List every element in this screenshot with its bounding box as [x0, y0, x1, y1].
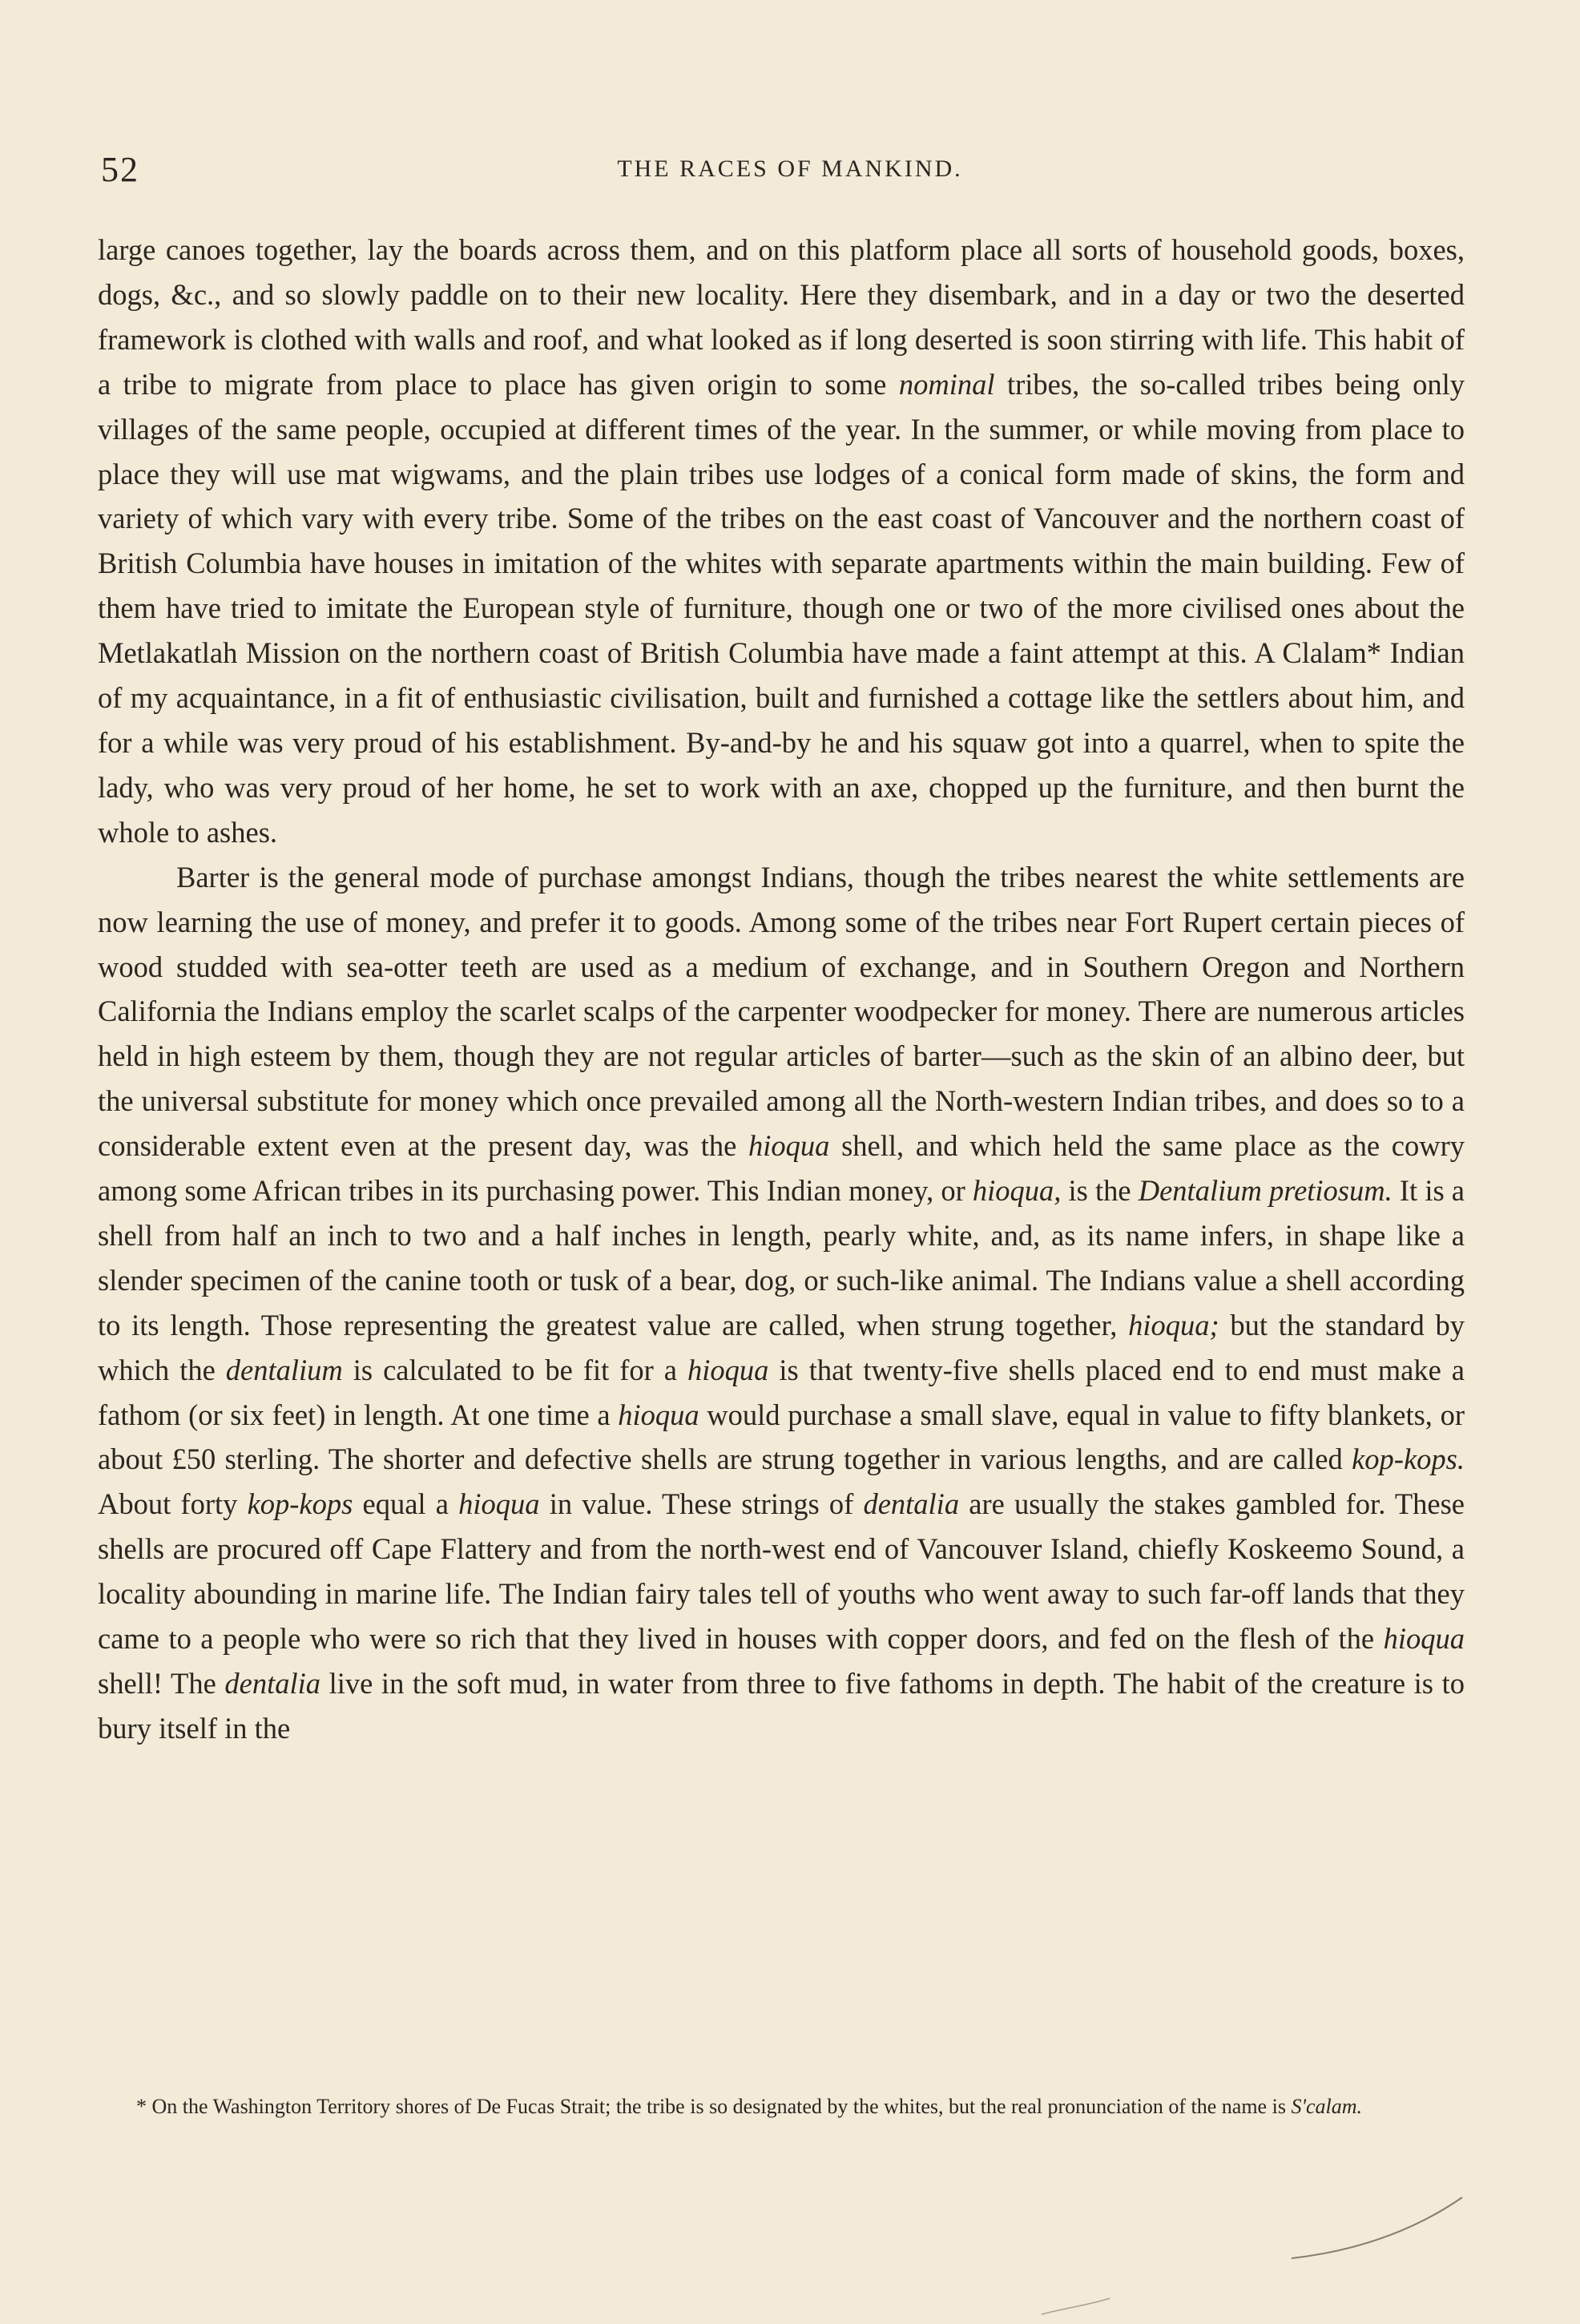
text-run: It is a shell from half an inch to two and a half inches in length, pearly white, and, as its name infers, in shape like a slender specimen of the canine tooth or tusk of a bear, dog, or such-like animal. The Indians value a shell according to its length. Those representing the greatest value are called, when strung together,: [98, 1174, 1465, 1342]
text-run: * On the Washington Territory shores of De Fucas Strait; the tribe is so designated by the whites, but the real pronunciation of the name is: [136, 2095, 1292, 2118]
text-run: Barter is the general mode of purchase amongst Indians, though the tribes nearest the white settlements are now learning the use of money, and prefer it to goods. Among some of the tribes near Fort Rupert certain pieces of wood studded with sea-otter teeth are used as a medium of exchange, and in Southern Oregon and Northern California the Indians employ the scarlet scalps of the carpenter woodpecker for money. There are numerous articles held in high esteem by them, though they are not regular articles of barter—such as the skin of an albino deer, but the universal substitute for money which once prevailed among all the North-western Indian tribes, and does so to a considerable extent even at the present day, was the: [98, 860, 1465, 1163]
running-title: THE RACES OF MANKIND.: [617, 155, 963, 182]
pencil-mark: [1042, 2298, 1110, 2314]
text-run: is that twenty-five shells placed end to end must make a fathom (or six feet) in length. At one time a: [98, 1353, 1465, 1431]
page-number: 52: [101, 150, 139, 189]
text-run: shell, and which held the same place as the cowry among some African tribes in its purchasing power. This Indian money, or: [98, 1129, 1465, 1208]
text-run: live in the soft mud, in water from three to five fathoms in depth. The habit of the creature is to bury itself in the: [98, 1667, 1465, 1745]
text-run: About forty: [98, 1487, 248, 1521]
italic-text: hioqua: [748, 1129, 830, 1163]
text-run: large canoes together, lay the boards across them, and on this platform place all sorts of household goods, boxes, dogs, &c., and so slowly paddle on to their new locality. Here they disembark, and in a day or two the deserted framework is clothed with walls and roof, and what looked as if long deserted is soon stirring with life. This habit of a tribe to migrate from place to place has given origin to some: [98, 233, 1465, 401]
italic-text: hioqua: [1383, 1622, 1465, 1656]
text-run: are usually the stakes gambled for. These shells are procured off Cape Flattery and from the north-west end of Vancouver Island, chiefly Koskeemo Sound, a locality abounding in marine life. The Indian fairy tales tell of youths who went away to such far-off lands that they came to a people who were so rich that they lived in houses with copper doors, and fed on the flesh of the: [98, 1487, 1465, 1656]
text-run: tribes, the so-called tribes being only villages of the same people, occupied at different times of the year. In the summer, or while moving from place to place they will use mat wigwams, and the plain tribes use lodges of a conical form made of skins, the form and variety of which vary with every tribe. Some of the tribes on the east coast of Vancouver and the northern coast of British Columbia have houses in imitation of the whites with separate apartments within the main building. Few of them have tried to imitate the European style of furniture, though one or two of the more civilised ones about the Metlakatlah Mission on the northern coast of British Columbia have made a faint attempt at this. A Clalam* Indian of my acquaintance, in a fit of enthusiastic civilisation, built and furnished a cottage like the settlers about him, and for a while was very proud of his establishment. By-and-by he and his squaw got into a quarrel, when to spite the lady, who was very proud of her home, he set to work with an axe, chopped up the furniture, and then burnt the whole to ashes.: [98, 367, 1465, 849]
italic-text: kop-kops.: [1352, 1442, 1465, 1476]
italic-text: dentalium: [225, 1353, 343, 1386]
italic-text: nominal: [898, 367, 995, 401]
text-run: would purchase a small slave, equal in value to fifty blankets, or about £50 sterling. The shorter and defective shells are strung together in various lengths, and are called: [98, 1398, 1465, 1476]
italic-text: hioqua: [458, 1487, 540, 1521]
text-run: equal a: [353, 1487, 459, 1521]
italic-text: hioqua;: [1128, 1308, 1219, 1342]
text-run: is the: [1061, 1174, 1139, 1208]
italic-text: Dentalium pretiosum.: [1138, 1174, 1393, 1208]
italic-text: hioqua: [618, 1398, 699, 1431]
italic-text: S'calam.: [1291, 2095, 1363, 2118]
text-run: but the standard by which the: [98, 1308, 1465, 1386]
text-run: is calculated to be fit for a: [342, 1353, 687, 1386]
italic-text: kop-kops: [247, 1487, 353, 1521]
italic-text: dentalia: [863, 1487, 960, 1521]
italic-text: hioqua,: [972, 1174, 1062, 1208]
pencil-mark: [1292, 2197, 1462, 2258]
italic-text: hioqua: [687, 1353, 769, 1386]
text-run: shell! The: [98, 1667, 225, 1700]
italic-text: dentalia: [224, 1667, 320, 1700]
text-run: in value. These strings of: [539, 1487, 864, 1521]
